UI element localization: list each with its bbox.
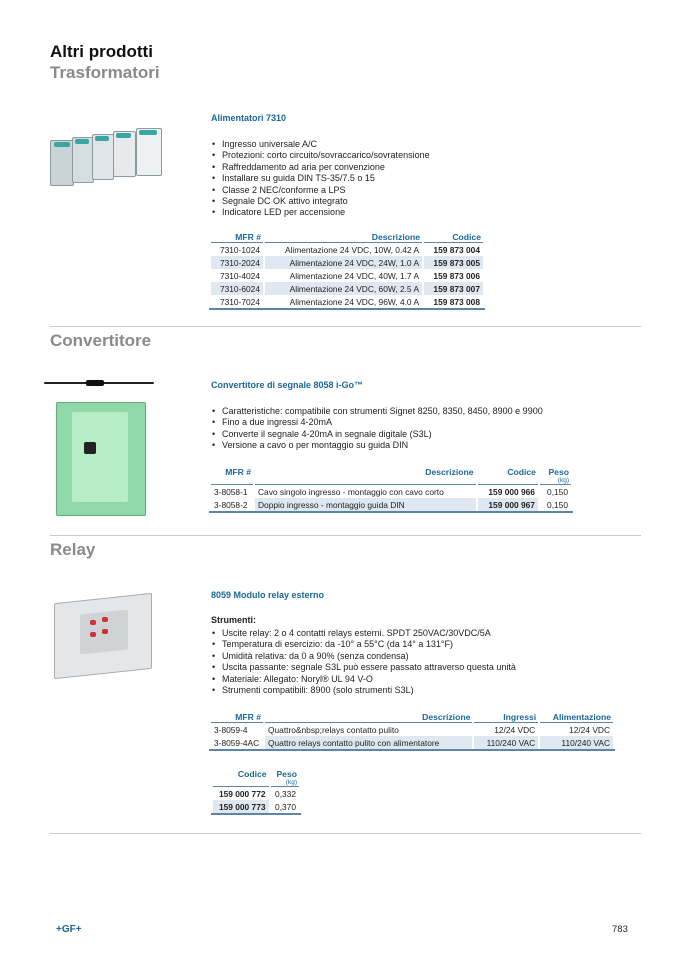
feature-item: • Uscita passante: segnale S3L può essere passato attraverso questa unità xyxy=(211,662,516,673)
col-header: Peso xyxy=(548,467,569,477)
feature-item: • Installare su guida DIN TS-35/7.5 o 15 xyxy=(211,173,430,184)
section-heading: Convertitore xyxy=(50,331,152,350)
section-heading: Relay xyxy=(50,540,96,559)
cell: 159 000 773 xyxy=(213,800,269,813)
feature-list xyxy=(211,139,430,219)
cell: 159 873 005 xyxy=(424,256,483,269)
table-row xyxy=(211,282,483,295)
cell: Alimentazione 24 VDC, 10W, 0.42 A xyxy=(284,244,420,255)
col-header: Codice xyxy=(237,769,267,779)
divider xyxy=(50,326,641,327)
cell: 3-8058-2 xyxy=(214,499,248,510)
cell: 3-8059-4AC xyxy=(214,737,260,748)
product-title: Convertitore di segnale 8058 i-Go™ xyxy=(211,380,364,390)
feature-item: • Strumenti compatibili: 8900 (solo strumenti S3L) xyxy=(211,685,516,696)
cell: 7310-1024 xyxy=(219,244,260,255)
cell: 110/240 VAC xyxy=(474,736,538,749)
cell: 7310-4024 xyxy=(219,270,260,281)
cell: 7310-6024 xyxy=(211,282,263,295)
page-title: Altri prodotti xyxy=(50,42,153,61)
divider xyxy=(50,535,641,536)
table-row xyxy=(211,498,571,511)
table-row xyxy=(211,269,483,282)
cell: 0,150 xyxy=(547,486,568,497)
cell: 12/24 VDC xyxy=(569,724,610,735)
col-header: Peso xyxy=(276,769,297,779)
feature-item: • Temperatura di esercizio: da -10° a 55°C (da 14° a 131°F) xyxy=(211,639,516,650)
cell: 0,332 xyxy=(275,788,296,799)
feature-list xyxy=(211,406,543,452)
relay-module-image xyxy=(50,590,154,682)
feature-item: • Versione a cavo o per montaggio su guida DIN xyxy=(211,440,543,451)
cell: 0,150 xyxy=(547,499,568,510)
cell: 12/24 VDC xyxy=(494,724,536,735)
table-row xyxy=(211,295,483,308)
feature-list xyxy=(211,628,516,696)
col-header: MFR # xyxy=(211,709,263,723)
table-row xyxy=(213,800,299,813)
cell: 159 000 966 xyxy=(488,486,535,497)
cell: 159 873 007 xyxy=(424,282,483,295)
col-header: Descrizione xyxy=(265,229,422,243)
cell: Alimentazione 24 VDC, 60W, 2.5 A xyxy=(265,282,422,295)
cell: 7310-2024 xyxy=(211,256,263,269)
divider xyxy=(50,833,641,834)
converter-image xyxy=(44,372,156,517)
cell: 0,370 xyxy=(275,801,296,812)
feature-item: • Raffreddamento ad aria per convenzione xyxy=(211,162,430,173)
cell: 7310-7024 xyxy=(219,296,260,307)
feature-item: • Fino a due ingressi 4-20mA xyxy=(211,417,543,428)
gf-logo: +GF+ xyxy=(56,924,82,935)
cell: 159 873 006 xyxy=(433,270,480,281)
cell: Cavo singolo ingresso - montaggio con cavo corto xyxy=(258,486,444,497)
feature-item: • Ingresso universale A/C xyxy=(211,139,430,150)
feature-item: • Converte il segnale 4-20mA in segnale digitale (S3L) xyxy=(211,429,543,440)
col-header: Descrizione xyxy=(425,467,474,477)
col-header: Ingressi xyxy=(474,709,538,723)
cell: 159 873 004 xyxy=(433,244,480,255)
cell: Doppio ingresso - montaggio guida DIN xyxy=(255,498,476,511)
col-header: Codice xyxy=(424,229,483,243)
cell: 110/240 VAC xyxy=(540,736,613,749)
power-supply-image xyxy=(50,128,162,190)
page-subtitle: Trasformatori xyxy=(50,63,160,82)
unit-label: (kg) xyxy=(540,477,571,485)
table-row xyxy=(213,787,299,800)
cell: Quattro&nbsp;relays contatto pulito xyxy=(268,724,399,735)
col-header: MFR # xyxy=(225,467,251,477)
cell: Alimentazione 24 VDC, 40W, 1.7 A xyxy=(289,270,420,281)
product-title: 8059 Modulo relay esterno xyxy=(211,590,325,600)
feature-item: • Segnale DC OK attivo integrato xyxy=(211,196,430,207)
cell: 3-8059-4 xyxy=(214,724,248,735)
feature-item: • Uscite relay: 2 o 4 contatti relays esterni. SPDT 250VAC/30VDC/5A xyxy=(211,628,516,639)
table-row xyxy=(211,243,483,256)
col-header: Codice xyxy=(507,467,536,477)
feature-item: • Caratteristiche: compatibile con strumenti Signet 8250, 8350, 8450, 8900 e 9900 xyxy=(211,406,543,417)
product-table xyxy=(209,709,615,751)
product-table xyxy=(209,229,485,310)
table-row xyxy=(211,736,613,749)
col-header: MFR # xyxy=(211,229,263,243)
product-title: Alimentatori 7310 xyxy=(211,113,287,123)
cell: 159 873 008 xyxy=(433,296,480,307)
cell: Alimentazione 24 VDC, 24W, 1.0 A xyxy=(265,256,422,269)
cell: 159 000 772 xyxy=(218,788,266,799)
cell: 159 000 967 xyxy=(478,498,538,511)
cell: Quattro relays contatto pulito con alimentatore xyxy=(265,736,472,749)
cell: Alimentazione 24 VDC, 96W, 4.0 A xyxy=(289,296,420,307)
subheading: Strumenti: xyxy=(211,615,256,625)
cell: 3-8058-1 xyxy=(214,486,248,497)
table-row xyxy=(211,485,571,498)
col-header: Descrizione xyxy=(265,709,472,723)
unit-label: (kg) xyxy=(271,779,299,787)
col-header: Alimentazione xyxy=(540,709,613,723)
feature-item: • Umidità relativa: da 0 a 90% (senza condensa) xyxy=(211,651,516,662)
feature-item: • Protezioni: corto circuito/sovraccarico/sovratensione xyxy=(211,150,430,161)
page-number: 783 xyxy=(612,924,628,935)
table-row xyxy=(211,256,483,269)
feature-item: • Classe 2 NEC/conforme a LPS xyxy=(211,185,430,196)
code-weight-table xyxy=(211,766,301,815)
table-row xyxy=(211,723,613,736)
feature-item: • Indicatore LED per accensione xyxy=(211,207,430,218)
feature-item: • Materiale: Allegato: Noryl® UL 94 V-O xyxy=(211,674,516,685)
product-table xyxy=(209,464,573,513)
